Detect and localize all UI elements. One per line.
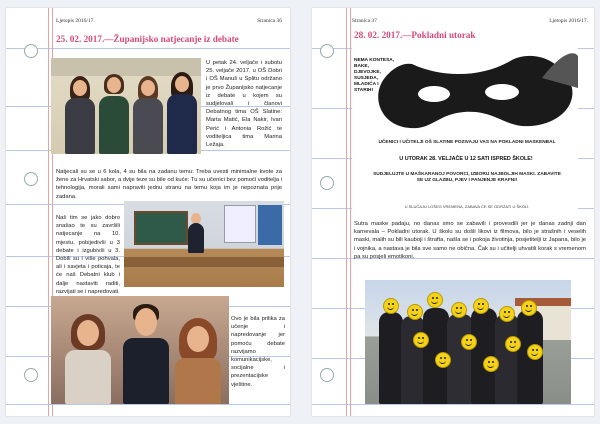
paragraph-2: Natjecali su se u 6 kola, 4 su bila na zadanu temu: Treba uvesti minimalne kvote za žene za Hrvatski sabor, a dvije teze su bile od kuće: Tu su učenici bez pomoći voditelja i tehnologija, morali sami napraviti jednu stranu na temu koja im je nepoznata prije zadana. xyxy=(56,169,282,200)
smiley-icon xyxy=(473,298,489,314)
article-title: 28. 02. 2017.—Pokladni utorak xyxy=(354,30,476,40)
smiley-icon xyxy=(505,336,521,352)
students-debating-photo xyxy=(51,296,229,404)
article-title: 25. 02. 2017.—Županijsko natjecanje iz debate xyxy=(56,34,239,44)
paragraph-1: U petak 24. veljače i subotu 25. veljače 2017. u OŠ Dobri i OŠ Manuš u Splitu održano je prvo Županijsko natjecanje iz debate u kojem su sudjelovali i članovi Debatnog tima OŠ Slatine: Marta Matić, Ela Nakir, Ivan Perić i Antonia Rožić te voditeljica tima Marina Ležaja. xyxy=(206,60,282,149)
closing-text xyxy=(231,291,285,389)
debate-team-photo xyxy=(51,58,201,154)
binder-hole xyxy=(24,44,38,58)
header-right: Ljetopis 2016/17. xyxy=(549,18,588,24)
paragraph-4: Ovo je bila prilika za učenje i napredovanje jer pomoću debate razvijamo komunikacijske, socijalne i prezentacijske vještine. xyxy=(231,316,285,388)
smiley-icon xyxy=(407,304,423,320)
paragraph-3: Naš tim se jako dobro snašao te su završili natjecanje na 10. mjestu, pobijedivši u 3 debate i izgubivši u 3. Dobili su i više pohvala, ali i savjeta i poticaja, te će naš Debatni klub i dalje nastaviti raditi, razvijati se i napredovati. xyxy=(56,215,120,295)
page-number: Stranica 36 xyxy=(257,18,282,24)
poster-date-text: U UTORAK 28. VELJAČE U 12 SATI ISPRED ŠKOLE! xyxy=(399,156,533,162)
smiley-icon xyxy=(427,292,443,308)
smiley-icon xyxy=(451,302,467,318)
poster-bottom-text: U SLUČAJU LOŠEG VREMENA, ZABAVA ĆE SE ODRŽATI U ŠKOLI. xyxy=(404,204,530,209)
smiley-icon xyxy=(435,352,451,368)
smiley-icon xyxy=(521,300,537,316)
poster-top-text: NEMA KONTESA, BAKE, DJEVOJKE, SUSJEDA, MLADIĆA I STARIH! xyxy=(354,58,395,93)
smiley-icon xyxy=(499,306,515,322)
binder-hole xyxy=(24,368,38,382)
binder-hole xyxy=(320,368,334,382)
classroom-photo xyxy=(124,201,284,287)
result-text xyxy=(56,214,120,296)
intro-text xyxy=(206,59,282,149)
smiley-icon xyxy=(413,332,429,348)
binder-hole xyxy=(24,172,38,186)
carnival-group-photo xyxy=(365,280,571,404)
smiley-icon xyxy=(483,356,499,372)
binder-hole xyxy=(320,44,334,58)
binder-hole xyxy=(320,176,334,190)
body-text xyxy=(354,220,586,261)
page-number: Stranica 37 xyxy=(352,18,377,24)
smiley-icon xyxy=(383,298,399,314)
smiley-icon xyxy=(527,344,543,360)
body-text xyxy=(56,168,282,201)
header-left: Ljetopis 2016/17. xyxy=(56,18,95,24)
poster-call-text: SUDJELUJTE U MAŠKARANOJ POVORCI, IZBORU NAJBOLJIH MASKI. ZABAVITE SE UZ GLAZBU, PJEV I PANJENJE KRAFNI! xyxy=(373,172,561,183)
right-page xyxy=(312,8,594,416)
left-page xyxy=(6,8,290,416)
paragraph-1: Sutra maske padaju, no danas smo se zabavili i provesdili jer je danas zadnji dan karnevala – Pokladni utorak. U školu su došli likovi iz filmova, bilo je strašnih i veselih maski, malih su bili kauboji i štrafta, našla se i pokoja životinja, posjetitelji iz Japana, bilo je i vojnika, a nastava je bila sve samo ne obična. Čak su i učitelji uhvatili korak s vremenom pa su posjeli emotikoni. xyxy=(354,221,586,260)
carnival-poster xyxy=(352,48,578,216)
poster-invite-text: UČENICI I UČITELJI OŠ SLATINE POZIVAJU VAS NA POKLADNI MASKENBAL xyxy=(378,140,556,145)
smiley-icon xyxy=(461,334,477,350)
